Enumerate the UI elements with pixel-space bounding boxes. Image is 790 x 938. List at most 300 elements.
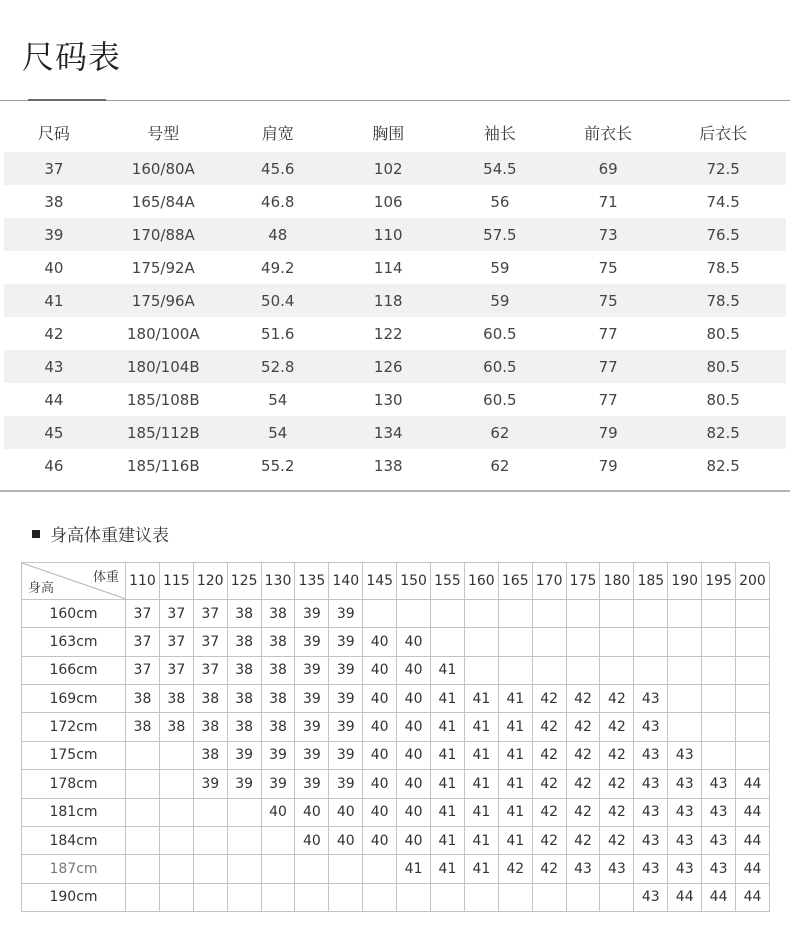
page-title: 尺码表 — [22, 38, 122, 76]
size-cell: 160/80A — [104, 152, 223, 185]
size-recommendation-cell — [668, 628, 702, 656]
size-cell: 77 — [598, 324, 618, 343]
size-recommendation-cell — [668, 713, 702, 741]
size-recommendation-cell: 43 — [702, 855, 736, 883]
size-cell: 48 — [223, 218, 333, 251]
weight-header: 190 — [668, 563, 702, 600]
size-recommendation-cell — [702, 628, 736, 656]
size-recommendation-cell — [261, 826, 295, 854]
size-cell: 60.5 — [483, 324, 517, 343]
size-cell: 54 — [268, 390, 288, 409]
size-recommendation-cell: 40 — [329, 826, 363, 854]
size-cell: 185/112B — [104, 416, 223, 449]
size-cell: 77 — [556, 350, 660, 383]
size-recommendation-cell — [227, 883, 261, 911]
size-recommendation-cell — [193, 826, 227, 854]
size-col-header: 前衣长 — [584, 123, 633, 143]
size-recommendation-cell: 39 — [329, 770, 363, 798]
size-recommendation-cell: 43 — [668, 798, 702, 826]
table-row — [4, 416, 786, 449]
size-recommendation-cell: 42 — [566, 770, 600, 798]
size-col-header: 袖长 — [483, 123, 516, 143]
size-recommendation-cell: 41 — [498, 741, 532, 769]
size-cell: 45.6 — [223, 152, 333, 185]
weight-header: 115 — [159, 563, 193, 600]
size-cell: 37 — [4, 152, 104, 185]
size-recommendation-cell — [193, 798, 227, 826]
size-recommendation-cell: 39 — [329, 628, 363, 656]
title-underline-accent — [28, 99, 106, 101]
size-cell: 118 — [333, 284, 444, 317]
size-recommendation-cell — [126, 770, 160, 798]
size-recommendation-cell — [431, 883, 465, 911]
size-recommendation-cell: 38 — [227, 713, 261, 741]
size-recommendation-cell: 41 — [431, 656, 465, 684]
size-recommendation-cell: 43 — [634, 883, 668, 911]
size-recommendation-cell — [464, 600, 498, 628]
size-cell: 180/100A — [127, 324, 200, 343]
size-recommendation-cell: 41 — [498, 826, 532, 854]
size-recommendation-cell: 38 — [261, 685, 295, 713]
size-recommendation-cell: 40 — [363, 628, 397, 656]
size-recommendation-cell: 40 — [363, 685, 397, 713]
size-recommendation-cell — [668, 600, 702, 628]
size-recommendation-cell: 39 — [193, 770, 227, 798]
size-recommendation-cell: 39 — [295, 713, 329, 741]
size-col-header: 号型 — [147, 123, 180, 143]
size-recommendation-cell: 39 — [295, 656, 329, 684]
size-col-header: 尺码 — [37, 123, 70, 143]
size-recommendation-cell: 38 — [261, 628, 295, 656]
size-recommendation-cell — [126, 883, 160, 911]
size-recommendation-cell — [532, 628, 566, 656]
size-recommendation-cell: 39 — [295, 741, 329, 769]
size-recommendation-cell: 37 — [159, 628, 193, 656]
size-recommendation-cell: 38 — [126, 713, 160, 741]
size-cell: 122 — [373, 324, 403, 343]
height-label: 190cm — [22, 883, 126, 911]
size-recommendation-cell: 42 — [566, 826, 600, 854]
weight-header: 150 — [397, 563, 431, 600]
size-cell: 54.5 — [444, 152, 556, 185]
size-recommendation-cell — [736, 656, 770, 684]
size-recommendation-cell: 40 — [363, 713, 397, 741]
size-recommendation-cell: 41 — [464, 826, 498, 854]
size-recommendation-cell: 41 — [431, 855, 465, 883]
size-recommendation-cell — [159, 741, 193, 769]
size-recommendation-cell: 41 — [431, 685, 465, 713]
size-recommendation-cell — [329, 883, 363, 911]
size-recommendation-cell: 38 — [193, 685, 227, 713]
size-cell: 55.2 — [261, 456, 295, 475]
height-label: 187cm — [22, 855, 126, 883]
size-recommendation-cell: 39 — [329, 741, 363, 769]
height-label: 175cm — [22, 741, 126, 769]
size-recommendation-cell — [227, 855, 261, 883]
table-row — [22, 741, 770, 769]
size-cell: 134 — [333, 416, 444, 449]
size-recommendation-cell: 41 — [431, 713, 465, 741]
size-recommendation-cell: 38 — [193, 741, 227, 769]
size-recommendation-cell: 42 — [600, 713, 634, 741]
size-recommendation-cell: 44 — [702, 883, 736, 911]
table-row — [4, 317, 786, 350]
size-recommendation-cell — [566, 600, 600, 628]
weight-header: 125 — [227, 563, 261, 600]
size-recommendation-cell: 43 — [634, 741, 668, 769]
table-row — [22, 770, 770, 798]
size-table-bottom-rule — [0, 490, 790, 492]
size-cell: 62 — [490, 456, 510, 475]
size-cell: 52.8 — [223, 350, 333, 383]
size-cell: 50.4 — [223, 284, 333, 317]
size-recommendation-cell: 43 — [702, 770, 736, 798]
size-cell: 80.5 — [706, 390, 740, 409]
size-cell: 126 — [333, 350, 444, 383]
size-recommendation-cell — [668, 656, 702, 684]
size-recommendation-cell: 43 — [668, 770, 702, 798]
size-recommendation-cell — [261, 883, 295, 911]
size-col-header: 肩宽 — [261, 123, 294, 143]
title-divider — [0, 100, 790, 101]
table-corner-cell — [22, 563, 126, 600]
size-recommendation-cell: 41 — [498, 685, 532, 713]
size-recommendation-cell: 41 — [464, 798, 498, 826]
size-recommendation-cell: 37 — [126, 628, 160, 656]
size-recommendation-cell — [702, 741, 736, 769]
size-recommendation-cell: 43 — [668, 741, 702, 769]
height-weight-table — [21, 562, 770, 912]
size-recommendation-cell — [227, 798, 261, 826]
size-recommendation-cell: 41 — [464, 770, 498, 798]
size-recommendation-cell — [227, 826, 261, 854]
table-row — [4, 284, 786, 317]
weight-header: 140 — [329, 563, 363, 600]
size-recommendation-cell: 42 — [532, 770, 566, 798]
size-recommendation-cell: 40 — [295, 798, 329, 826]
size-recommendation-cell — [464, 628, 498, 656]
size-recommendation-cell — [736, 741, 770, 769]
size-recommendation-cell: 41 — [431, 826, 465, 854]
corner-weight-label: 体重 — [92, 570, 119, 585]
size-recommendation-cell: 39 — [329, 685, 363, 713]
size-cell: 41 — [4, 284, 104, 317]
size-recommendation-cell — [159, 826, 193, 854]
height-label: 160cm — [22, 600, 126, 628]
size-recommendation-cell — [397, 883, 431, 911]
size-recommendation-cell: 37 — [159, 656, 193, 684]
size-cell: 170/88A — [104, 218, 223, 251]
height-label: 166cm — [22, 656, 126, 684]
size-cell: 138 — [373, 456, 403, 475]
size-recommendation-cell: 38 — [159, 685, 193, 713]
size-recommendation-cell: 42 — [600, 741, 634, 769]
size-recommendation-cell: 38 — [261, 656, 295, 684]
table-row — [4, 185, 786, 218]
corner-height-label: 身高 — [28, 581, 55, 596]
weight-header: 155 — [431, 563, 465, 600]
size-recommendation-cell — [634, 600, 668, 628]
size-recommendation-cell — [464, 656, 498, 684]
size-cell: 76.5 — [660, 218, 786, 251]
size-recommendation-cell: 38 — [261, 600, 295, 628]
size-recommendation-cell — [600, 628, 634, 656]
size-cell: 79 — [598, 456, 618, 475]
size-cell: 38 — [44, 192, 64, 211]
size-cell: 75 — [556, 284, 660, 317]
size-table-body — [4, 152, 786, 482]
size-recommendation-cell: 41 — [498, 798, 532, 826]
size-cell: 78.5 — [660, 284, 786, 317]
size-recommendation-cell — [431, 600, 465, 628]
size-cell: 185/108B — [127, 390, 200, 409]
size-recommendation-cell — [532, 600, 566, 628]
size-recommendation-cell: 42 — [566, 798, 600, 826]
size-cell: 46 — [44, 456, 64, 475]
size-col-header: 后衣长 — [699, 123, 748, 143]
size-cell: 51.6 — [261, 324, 295, 343]
size-recommendation-cell: 42 — [532, 713, 566, 741]
size-recommendation-cell — [464, 883, 498, 911]
weight-header-row — [22, 563, 770, 600]
size-cell: 175/92A — [131, 258, 195, 277]
size-recommendation-cell: 37 — [193, 656, 227, 684]
size-recommendation-cell: 43 — [634, 713, 668, 741]
recommendation-heading — [32, 521, 169, 546]
size-recommendation-cell: 42 — [600, 770, 634, 798]
table-row — [22, 685, 770, 713]
size-cell: 43 — [4, 350, 104, 383]
size-recommendation-cell: 42 — [566, 741, 600, 769]
size-cell: 82.5 — [706, 456, 740, 475]
size-recommendation-cell: 43 — [702, 826, 736, 854]
table-row — [4, 218, 786, 251]
size-recommendation-cell: 40 — [295, 826, 329, 854]
size-recommendation-cell — [702, 656, 736, 684]
size-recommendation-cell: 42 — [532, 685, 566, 713]
size-recommendation-cell: 41 — [498, 713, 532, 741]
size-cell: 114 — [373, 258, 403, 277]
size-recommendation-cell: 42 — [498, 855, 532, 883]
table-row — [4, 251, 786, 284]
size-recommendation-cell — [397, 600, 431, 628]
size-recommendation-cell — [532, 883, 566, 911]
size-recommendation-cell: 42 — [600, 798, 634, 826]
weight-header: 200 — [736, 563, 770, 600]
square-bullet-icon — [32, 530, 40, 538]
recommendation-title: 身高体重建议表 — [50, 526, 169, 546]
size-recommendation-cell: 41 — [464, 685, 498, 713]
size-recommendation-cell — [498, 656, 532, 684]
size-recommendation-cell: 43 — [634, 798, 668, 826]
table-row — [22, 628, 770, 656]
size-recommendation-cell: 38 — [126, 685, 160, 713]
size-recommendation-cell — [193, 883, 227, 911]
size-cell: 62 — [444, 416, 556, 449]
size-recommendation-cell — [702, 713, 736, 741]
table-row — [22, 713, 770, 741]
table-row — [22, 826, 770, 854]
table-row — [4, 152, 786, 185]
size-table-header-row — [4, 112, 786, 152]
size-recommendation-cell: 40 — [363, 770, 397, 798]
size-recommendation-cell: 40 — [363, 798, 397, 826]
size-cell: 165/84A — [131, 192, 195, 211]
size-cell: 40 — [44, 258, 64, 277]
size-recommendation-cell — [634, 628, 668, 656]
size-recommendation-cell: 38 — [227, 656, 261, 684]
size-recommendation-cell — [159, 770, 193, 798]
size-recommendation-cell: 38 — [227, 685, 261, 713]
table-row — [4, 383, 786, 416]
size-cell: 73 — [556, 218, 660, 251]
size-cell: 46.8 — [261, 192, 295, 211]
size-recommendation-cell: 40 — [397, 685, 431, 713]
size-col-header: 胸围 — [372, 123, 405, 143]
size-recommendation-cell: 39 — [227, 770, 261, 798]
size-recommendation-cell — [566, 628, 600, 656]
size-cell: 185/116B — [127, 456, 200, 475]
size-recommendation-cell — [431, 628, 465, 656]
size-recommendation-cell — [600, 656, 634, 684]
size-cell: 77 — [598, 390, 618, 409]
size-recommendation-cell — [702, 600, 736, 628]
table-row — [22, 656, 770, 684]
height-weight-body — [22, 600, 770, 912]
size-recommendation-cell: 42 — [532, 741, 566, 769]
weight-header: 120 — [193, 563, 227, 600]
height-label: 178cm — [22, 770, 126, 798]
size-recommendation-cell: 43 — [702, 798, 736, 826]
weight-header: 160 — [464, 563, 498, 600]
size-recommendation-cell: 40 — [397, 628, 431, 656]
size-recommendation-cell: 42 — [532, 798, 566, 826]
size-recommendation-cell: 39 — [261, 741, 295, 769]
size-recommendation-cell: 41 — [464, 855, 498, 883]
size-cell: 180/104B — [104, 350, 223, 383]
size-recommendation-cell: 42 — [566, 713, 600, 741]
size-cell: 79 — [556, 416, 660, 449]
size-recommendation-cell: 40 — [397, 741, 431, 769]
size-recommendation-cell — [566, 883, 600, 911]
size-recommendation-cell: 41 — [431, 741, 465, 769]
size-recommendation-cell: 39 — [329, 656, 363, 684]
size-cell: 44 — [44, 390, 64, 409]
size-recommendation-cell: 40 — [397, 656, 431, 684]
size-recommendation-cell: 38 — [227, 600, 261, 628]
size-recommendation-cell: 40 — [261, 798, 295, 826]
size-recommendation-cell — [634, 656, 668, 684]
size-cell: 59 — [444, 284, 556, 317]
size-cell: 102 — [333, 152, 444, 185]
size-recommendation-cell — [126, 855, 160, 883]
size-cell: 60.5 — [483, 390, 517, 409]
size-recommendation-cell — [126, 741, 160, 769]
size-recommendation-cell — [600, 883, 634, 911]
size-cell: 60.5 — [444, 350, 556, 383]
size-recommendation-cell: 44 — [736, 770, 770, 798]
table-row — [22, 798, 770, 826]
size-cell: 110 — [333, 218, 444, 251]
size-recommendation-cell — [600, 600, 634, 628]
size-recommendation-cell — [736, 713, 770, 741]
size-recommendation-cell: 40 — [397, 826, 431, 854]
size-recommendation-cell: 37 — [193, 600, 227, 628]
size-recommendation-cell — [498, 628, 532, 656]
size-recommendation-cell — [295, 855, 329, 883]
weight-header: 130 — [261, 563, 295, 600]
size-recommendation-cell: 40 — [363, 826, 397, 854]
size-recommendation-cell: 39 — [295, 685, 329, 713]
size-recommendation-cell: 42 — [600, 685, 634, 713]
weight-header: 135 — [295, 563, 329, 600]
size-cell: 49.2 — [261, 258, 295, 277]
size-recommendation-cell: 42 — [532, 826, 566, 854]
size-recommendation-cell: 40 — [397, 798, 431, 826]
size-table — [4, 112, 786, 482]
size-recommendation-cell: 40 — [397, 770, 431, 798]
size-recommendation-cell: 44 — [736, 826, 770, 854]
size-recommendation-cell: 40 — [397, 713, 431, 741]
size-cell: 75 — [598, 258, 618, 277]
size-recommendation-cell: 38 — [227, 628, 261, 656]
size-recommendation-cell: 38 — [159, 713, 193, 741]
size-recommendation-cell: 39 — [329, 600, 363, 628]
weight-header: 195 — [702, 563, 736, 600]
size-recommendation-cell — [159, 883, 193, 911]
height-label: 181cm — [22, 798, 126, 826]
size-cell: 175/96A — [104, 284, 223, 317]
size-recommendation-cell: 43 — [634, 770, 668, 798]
size-recommendation-cell — [532, 656, 566, 684]
weight-header: 185 — [634, 563, 668, 600]
size-recommendation-cell — [126, 826, 160, 854]
weight-header: 180 — [600, 563, 634, 600]
size-recommendation-cell: 38 — [193, 713, 227, 741]
size-recommendation-cell: 43 — [566, 855, 600, 883]
size-recommendation-cell: 39 — [261, 770, 295, 798]
size-recommendation-cell: 39 — [295, 600, 329, 628]
weight-header: 110 — [126, 563, 160, 600]
size-recommendation-cell: 41 — [397, 855, 431, 883]
size-recommendation-cell: 42 — [566, 685, 600, 713]
height-label: 172cm — [22, 713, 126, 741]
size-cell: 56 — [490, 192, 510, 211]
size-cell: 71 — [598, 192, 618, 211]
height-label: 184cm — [22, 826, 126, 854]
size-cell: 80.5 — [706, 324, 740, 343]
size-recommendation-cell — [295, 883, 329, 911]
size-recommendation-cell: 37 — [159, 600, 193, 628]
size-recommendation-cell — [668, 685, 702, 713]
weight-header: 165 — [498, 563, 532, 600]
size-recommendation-cell — [498, 883, 532, 911]
size-cell: 39 — [4, 218, 104, 251]
size-recommendation-cell: 41 — [431, 798, 465, 826]
size-recommendation-cell — [363, 855, 397, 883]
size-recommendation-cell — [736, 685, 770, 713]
size-recommendation-cell: 41 — [464, 741, 498, 769]
size-recommendation-cell — [159, 855, 193, 883]
size-cell: 80.5 — [660, 350, 786, 383]
size-recommendation-cell: 39 — [295, 770, 329, 798]
weight-header: 145 — [363, 563, 397, 600]
size-recommendation-cell: 42 — [532, 855, 566, 883]
height-label: 169cm — [22, 685, 126, 713]
size-recommendation-cell — [261, 855, 295, 883]
size-cell: 57.5 — [444, 218, 556, 251]
size-recommendation-cell: 37 — [193, 628, 227, 656]
